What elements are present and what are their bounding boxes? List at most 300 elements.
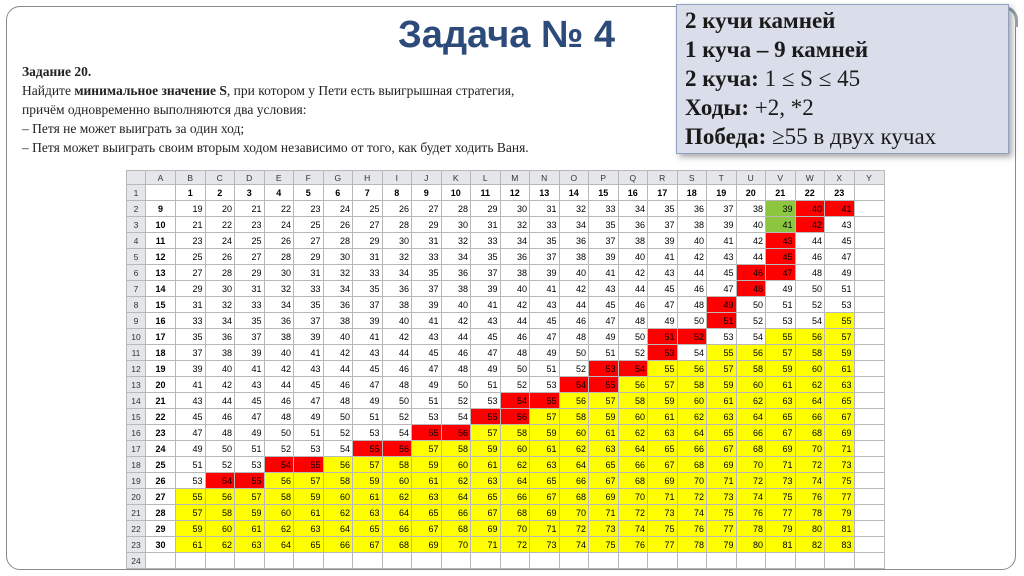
cell-value[interactable]: 75 — [707, 505, 737, 521]
cell-value[interactable]: 69 — [648, 473, 678, 489]
cell-value[interactable]: 61 — [294, 505, 324, 521]
cell-value[interactable]: 33 — [589, 201, 619, 217]
cell-move-number[interactable]: 21 — [766, 185, 796, 201]
column-header-w[interactable]: W — [795, 171, 825, 185]
cell-value[interactable]: 40 — [677, 233, 707, 249]
cell-value[interactable]: 43 — [471, 313, 501, 329]
cell-value[interactable]: 62 — [264, 521, 294, 537]
cell-value[interactable]: 61 — [471, 457, 501, 473]
cell-value[interactable]: 37 — [294, 313, 324, 329]
cell[interactable] — [854, 201, 884, 217]
cell-value[interactable]: 59 — [353, 473, 383, 489]
cell-value[interactable]: 43 — [294, 361, 324, 377]
cell-value[interactable]: 76 — [618, 537, 648, 553]
cell-value[interactable]: 74 — [559, 537, 589, 553]
cell-value[interactable]: 53 — [707, 329, 737, 345]
cell-value[interactable]: 52 — [795, 297, 825, 313]
cell-value[interactable]: 41 — [648, 249, 678, 265]
cell-value[interactable]: 63 — [589, 441, 619, 457]
cell[interactable] — [294, 553, 324, 569]
cell-s-value[interactable]: 10 — [146, 217, 176, 233]
select-all-corner[interactable] — [127, 171, 146, 185]
cell-value[interactable]: 64 — [441, 489, 471, 505]
cell-value[interactable]: 40 — [264, 345, 294, 361]
cell-value[interactable]: 58 — [795, 345, 825, 361]
cell-value[interactable]: 61 — [766, 377, 796, 393]
column-header-c[interactable]: C — [205, 171, 235, 185]
cell-s-value[interactable]: 16 — [146, 313, 176, 329]
cell[interactable] — [176, 553, 206, 569]
cell-value[interactable]: 74 — [618, 521, 648, 537]
cell-value[interactable]: 66 — [441, 505, 471, 521]
cell-value[interactable]: 39 — [294, 329, 324, 345]
column-header-d[interactable]: D — [235, 171, 265, 185]
cell[interactable] — [205, 553, 235, 569]
cell-value[interactable]: 51 — [235, 441, 265, 457]
cell-value[interactable]: 33 — [471, 233, 501, 249]
cell-value[interactable]: 69 — [825, 425, 855, 441]
cell-s-value[interactable]: 20 — [146, 377, 176, 393]
cell-value[interactable]: 76 — [795, 489, 825, 505]
cell-value[interactable]: 41 — [294, 345, 324, 361]
cell-value[interactable]: 43 — [707, 249, 737, 265]
cell-value[interactable]: 34 — [618, 201, 648, 217]
cell-value[interactable]: 45 — [353, 361, 383, 377]
cell-value[interactable]: 61 — [353, 489, 383, 505]
cell-move-number[interactable]: 13 — [530, 185, 560, 201]
cell-value[interactable]: 76 — [736, 505, 766, 521]
cell-value[interactable]: 40 — [441, 297, 471, 313]
cell-value[interactable]: 64 — [618, 441, 648, 457]
cell[interactable] — [854, 425, 884, 441]
cell-value[interactable]: 54 — [559, 377, 589, 393]
cell-value[interactable]: 53 — [176, 473, 206, 489]
cell-value[interactable]: 32 — [559, 201, 589, 217]
cell-value[interactable]: 66 — [559, 473, 589, 489]
cell-value[interactable]: 45 — [766, 249, 796, 265]
cell-value[interactable]: 64 — [795, 393, 825, 409]
cell-value[interactable]: 72 — [736, 473, 766, 489]
cell-move-number[interactable]: 7 — [353, 185, 383, 201]
cell-value[interactable]: 44 — [736, 249, 766, 265]
cell-value[interactable]: 70 — [500, 521, 530, 537]
cell-value[interactable]: 41 — [235, 361, 265, 377]
cell-value[interactable]: 75 — [648, 521, 678, 537]
cell-value[interactable]: 42 — [441, 313, 471, 329]
cell[interactable] — [854, 441, 884, 457]
cell-value[interactable]: 22 — [264, 201, 294, 217]
cell-value[interactable]: 28 — [323, 233, 353, 249]
cell-s-value[interactable]: 19 — [146, 361, 176, 377]
cell-value[interactable]: 41 — [589, 265, 619, 281]
cell[interactable] — [854, 489, 884, 505]
column-header-n[interactable]: N — [530, 171, 560, 185]
cell-value[interactable]: 56 — [382, 441, 412, 457]
cell-value[interactable]: 50 — [559, 345, 589, 361]
column-header-h[interactable]: H — [353, 171, 383, 185]
cell-value[interactable]: 29 — [412, 217, 442, 233]
cell-value[interactable]: 65 — [412, 505, 442, 521]
cell-value[interactable]: 59 — [235, 505, 265, 521]
cell-value[interactable]: 52 — [618, 345, 648, 361]
cell-value[interactable]: 34 — [382, 265, 412, 281]
cell-value[interactable]: 67 — [353, 537, 383, 553]
cell-value[interactable]: 41 — [176, 377, 206, 393]
cell-value[interactable]: 59 — [825, 345, 855, 361]
cell-value[interactable]: 54 — [205, 473, 235, 489]
cell-value[interactable]: 63 — [294, 521, 324, 537]
cell-value[interactable]: 39 — [766, 201, 796, 217]
cell-value[interactable]: 26 — [382, 201, 412, 217]
cell[interactable] — [854, 345, 884, 361]
cell-value[interactable]: 63 — [530, 457, 560, 473]
cell-value[interactable]: 34 — [500, 233, 530, 249]
cell-value[interactable]: 39 — [412, 297, 442, 313]
cell-value[interactable]: 42 — [618, 265, 648, 281]
cell-value[interactable]: 30 — [205, 281, 235, 297]
cell-value[interactable]: 67 — [648, 457, 678, 473]
cell-value[interactable]: 79 — [766, 521, 796, 537]
cell-value[interactable]: 45 — [648, 281, 678, 297]
cell-value[interactable]: 56 — [441, 425, 471, 441]
cell-value[interactable]: 67 — [589, 473, 619, 489]
cell-value[interactable]: 40 — [500, 281, 530, 297]
cell-value[interactable]: 48 — [677, 297, 707, 313]
cell-value[interactable]: 67 — [471, 505, 501, 521]
cell-value[interactable]: 38 — [559, 249, 589, 265]
cell-move-number[interactable]: 17 — [648, 185, 678, 201]
cell-value[interactable]: 25 — [294, 217, 324, 233]
cell-value[interactable]: 23 — [235, 217, 265, 233]
cell-value[interactable]: 44 — [441, 329, 471, 345]
cell-value[interactable]: 38 — [264, 329, 294, 345]
cell-value[interactable]: 35 — [235, 313, 265, 329]
cell-value[interactable]: 59 — [471, 441, 501, 457]
cell-value[interactable]: 60 — [618, 409, 648, 425]
cell-value[interactable]: 51 — [707, 313, 737, 329]
cell-value[interactable]: 47 — [707, 281, 737, 297]
cell-value[interactable]: 53 — [648, 345, 678, 361]
cell-value[interactable]: 71 — [707, 473, 737, 489]
cell-value[interactable]: 29 — [176, 281, 206, 297]
cell-value[interactable]: 31 — [294, 265, 324, 281]
cell-value[interactable]: 40 — [618, 249, 648, 265]
cell-value[interactable]: 59 — [530, 425, 560, 441]
cell-value[interactable]: 61 — [825, 361, 855, 377]
cell[interactable] — [854, 329, 884, 345]
cell-value[interactable]: 74 — [677, 505, 707, 521]
cell-value[interactable]: 82 — [795, 537, 825, 553]
cell-value[interactable]: 53 — [766, 313, 796, 329]
cell[interactable] — [854, 537, 884, 553]
cell-value[interactable]: 34 — [559, 217, 589, 233]
cell-value[interactable]: 50 — [795, 281, 825, 297]
cell-value[interactable]: 54 — [736, 329, 766, 345]
cell-value[interactable]: 56 — [559, 393, 589, 409]
cell-value[interactable]: 36 — [618, 217, 648, 233]
cell-value[interactable]: 66 — [618, 457, 648, 473]
cell-value[interactable]: 54 — [500, 393, 530, 409]
cell-value[interactable]: 71 — [530, 521, 560, 537]
cell[interactable] — [854, 457, 884, 473]
cell-value[interactable]: 64 — [559, 457, 589, 473]
cell-value[interactable]: 45 — [294, 377, 324, 393]
cell-value[interactable]: 48 — [441, 361, 471, 377]
cell-value[interactable]: 49 — [530, 345, 560, 361]
cell-value[interactable]: 76 — [677, 521, 707, 537]
cell-value[interactable]: 61 — [235, 521, 265, 537]
cell-value[interactable]: 49 — [707, 297, 737, 313]
cell-value[interactable]: 68 — [500, 505, 530, 521]
cell-value[interactable]: 55 — [353, 441, 383, 457]
cell-value[interactable]: 31 — [471, 217, 501, 233]
cell-value[interactable]: 66 — [500, 489, 530, 505]
cell-value[interactable]: 50 — [441, 377, 471, 393]
row-header[interactable]: 20 — [127, 489, 146, 505]
cell-value[interactable]: 48 — [618, 313, 648, 329]
cell-value[interactable]: 30 — [441, 217, 471, 233]
cell-value[interactable]: 33 — [353, 265, 383, 281]
row-header[interactable]: 18 — [127, 457, 146, 473]
cell-value[interactable]: 52 — [323, 425, 353, 441]
cell-value[interactable]: 65 — [648, 441, 678, 457]
cell-value[interactable]: 26 — [264, 233, 294, 249]
cell-value[interactable]: 48 — [323, 393, 353, 409]
cell-value[interactable]: 50 — [677, 313, 707, 329]
cell-value[interactable]: 67 — [530, 489, 560, 505]
cell-value[interactable]: 60 — [677, 393, 707, 409]
cell-value[interactable]: 56 — [618, 377, 648, 393]
cell[interactable] — [707, 553, 737, 569]
cell[interactable] — [530, 553, 560, 569]
cell-value[interactable]: 59 — [648, 393, 678, 409]
cell-value[interactable]: 69 — [412, 537, 442, 553]
cell-value[interactable]: 20 — [205, 201, 235, 217]
cell-value[interactable]: 33 — [294, 281, 324, 297]
cell-value[interactable]: 25 — [176, 249, 206, 265]
cell-value[interactable]: 60 — [795, 361, 825, 377]
column-header-q[interactable]: Q — [618, 171, 648, 185]
cell-value[interactable]: 51 — [589, 345, 619, 361]
cell-value[interactable]: 58 — [382, 457, 412, 473]
cell-value[interactable]: 72 — [677, 489, 707, 505]
cell-value[interactable]: 42 — [323, 345, 353, 361]
cell-value[interactable]: 51 — [176, 457, 206, 473]
cell-value[interactable]: 51 — [530, 361, 560, 377]
cell-move-number[interactable]: 1 — [176, 185, 206, 201]
cell-value[interactable]: 56 — [264, 473, 294, 489]
column-header-u[interactable]: U — [736, 171, 766, 185]
cell[interactable] — [146, 553, 176, 569]
cell-value[interactable]: 44 — [205, 393, 235, 409]
cell[interactable] — [854, 409, 884, 425]
cell-value[interactable]: 54 — [795, 313, 825, 329]
cell-value[interactable]: 32 — [382, 249, 412, 265]
cell-value[interactable]: 65 — [589, 457, 619, 473]
cell-value[interactable]: 48 — [382, 377, 412, 393]
cell-value[interactable]: 65 — [530, 473, 560, 489]
cell-value[interactable]: 57 — [176, 505, 206, 521]
cell-value[interactable]: 40 — [736, 217, 766, 233]
cell-value[interactable]: 68 — [736, 441, 766, 457]
cell-value[interactable]: 36 — [500, 249, 530, 265]
cell-value[interactable]: 44 — [795, 233, 825, 249]
cell-value[interactable]: 42 — [264, 361, 294, 377]
column-header-e[interactable]: E — [264, 171, 294, 185]
cell-value[interactable]: 46 — [795, 249, 825, 265]
column-header-b[interactable]: B — [176, 171, 206, 185]
cell-value[interactable]: 34 — [323, 281, 353, 297]
cell-s-value[interactable]: 11 — [146, 233, 176, 249]
cell-value[interactable]: 50 — [382, 393, 412, 409]
cell-s-value[interactable]: 27 — [146, 489, 176, 505]
cell-value[interactable]: 73 — [530, 537, 560, 553]
cell-s-value[interactable]: 15 — [146, 297, 176, 313]
cell-value[interactable]: 44 — [677, 265, 707, 281]
cell-value[interactable]: 37 — [353, 297, 383, 313]
cell-value[interactable]: 55 — [530, 393, 560, 409]
cell-value[interactable]: 57 — [353, 457, 383, 473]
row-header[interactable]: 11 — [127, 345, 146, 361]
cell-value[interactable]: 43 — [648, 265, 678, 281]
cell-value[interactable]: 72 — [618, 505, 648, 521]
cell-value[interactable]: 50 — [618, 329, 648, 345]
cell-value[interactable]: 65 — [294, 537, 324, 553]
cell-value[interactable]: 71 — [648, 489, 678, 505]
cell-value[interactable]: 73 — [825, 457, 855, 473]
cell-value[interactable]: 28 — [382, 217, 412, 233]
cell-value[interactable]: 44 — [618, 281, 648, 297]
cell-value[interactable]: 56 — [736, 345, 766, 361]
cell-value[interactable]: 73 — [648, 505, 678, 521]
cell-value[interactable]: 56 — [323, 457, 353, 473]
row-header[interactable]: 7 — [127, 281, 146, 297]
cell[interactable] — [854, 361, 884, 377]
cell-value[interactable]: 64 — [677, 425, 707, 441]
cell-value[interactable]: 66 — [736, 425, 766, 441]
cell-value[interactable]: 36 — [205, 329, 235, 345]
row-header[interactable]: 14 — [127, 393, 146, 409]
cell-value[interactable]: 46 — [441, 345, 471, 361]
cell-value[interactable]: 80 — [736, 537, 766, 553]
cell[interactable] — [795, 553, 825, 569]
cell[interactable] — [264, 553, 294, 569]
cell-value[interactable]: 22 — [205, 217, 235, 233]
cell[interactable] — [323, 553, 353, 569]
cell-value[interactable]: 55 — [471, 409, 501, 425]
cell-value[interactable]: 59 — [707, 377, 737, 393]
cell-value[interactable]: 46 — [323, 377, 353, 393]
cell-value[interactable]: 59 — [589, 409, 619, 425]
cell-value[interactable]: 58 — [677, 377, 707, 393]
cell-value[interactable]: 61 — [176, 537, 206, 553]
column-header-t[interactable]: T — [707, 171, 737, 185]
cell-value[interactable]: 30 — [500, 201, 530, 217]
cell-value[interactable]: 26 — [205, 249, 235, 265]
cell-value[interactable]: 45 — [235, 393, 265, 409]
cell-value[interactable]: 35 — [176, 329, 206, 345]
cell-value[interactable]: 39 — [707, 217, 737, 233]
cell-value[interactable]: 44 — [559, 297, 589, 313]
cell-value[interactable]: 52 — [382, 409, 412, 425]
cell-value[interactable]: 53 — [530, 377, 560, 393]
cell-move-number[interactable]: 8 — [382, 185, 412, 201]
cell-value[interactable]: 58 — [264, 489, 294, 505]
cell-value[interactable]: 38 — [323, 313, 353, 329]
cell[interactable] — [677, 553, 707, 569]
cell-value[interactable]: 28 — [264, 249, 294, 265]
cell-value[interactable]: 42 — [382, 329, 412, 345]
cell-value[interactable]: 50 — [736, 297, 766, 313]
cell-value[interactable]: 36 — [559, 233, 589, 249]
row-header[interactable]: 8 — [127, 297, 146, 313]
cell-value[interactable]: 33 — [235, 297, 265, 313]
cell-value[interactable]: 72 — [559, 521, 589, 537]
cell-move-number[interactable]: 6 — [323, 185, 353, 201]
row-header[interactable]: 3 — [127, 217, 146, 233]
cell-value[interactable]: 57 — [235, 489, 265, 505]
cell-value[interactable]: 68 — [559, 489, 589, 505]
cell-value[interactable]: 51 — [471, 377, 501, 393]
cell-s-value[interactable]: 14 — [146, 281, 176, 297]
cell-value[interactable]: 57 — [648, 377, 678, 393]
cell-value[interactable]: 47 — [471, 345, 501, 361]
cell-value[interactable]: 52 — [264, 441, 294, 457]
cell-value[interactable]: 41 — [766, 217, 796, 233]
cell-value[interactable]: 65 — [353, 521, 383, 537]
cell-value[interactable]: 52 — [500, 377, 530, 393]
cell-value[interactable]: 60 — [323, 489, 353, 505]
cell-move-number[interactable]: 10 — [441, 185, 471, 201]
cell-value[interactable]: 55 — [707, 345, 737, 361]
cell-value[interactable]: 70 — [677, 473, 707, 489]
cell-value[interactable]: 63 — [471, 473, 501, 489]
cell-value[interactable]: 42 — [736, 233, 766, 249]
cell-s-value[interactable]: 29 — [146, 521, 176, 537]
cell-value[interactable]: 37 — [530, 249, 560, 265]
cell-value[interactable]: 44 — [382, 345, 412, 361]
cell[interactable] — [618, 553, 648, 569]
cell-value[interactable]: 45 — [707, 265, 737, 281]
cell-value[interactable]: 43 — [235, 377, 265, 393]
cell-value[interactable]: 46 — [736, 265, 766, 281]
cell-value[interactable]: 75 — [589, 537, 619, 553]
cell-value[interactable]: 50 — [323, 409, 353, 425]
cell-value[interactable]: 43 — [530, 297, 560, 313]
cell-value[interactable]: 46 — [559, 313, 589, 329]
cell-value[interactable]: 46 — [677, 281, 707, 297]
column-header-x[interactable]: X — [825, 171, 855, 185]
cell-value[interactable]: 39 — [471, 281, 501, 297]
cell[interactable] — [854, 505, 884, 521]
cell-value[interactable]: 38 — [205, 345, 235, 361]
cell-value[interactable]: 69 — [530, 505, 560, 521]
cell-s-value[interactable]: 22 — [146, 409, 176, 425]
row-header[interactable]: 6 — [127, 265, 146, 281]
cell[interactable] — [559, 553, 589, 569]
cell-value[interactable]: 61 — [412, 473, 442, 489]
cell-value[interactable]: 53 — [294, 441, 324, 457]
cell-value[interactable]: 47 — [353, 377, 383, 393]
cell-value[interactable]: 63 — [353, 505, 383, 521]
cell-move-number[interactable]: 2 — [205, 185, 235, 201]
cell-value[interactable]: 78 — [795, 505, 825, 521]
cell-value[interactable]: 39 — [235, 345, 265, 361]
cell-value[interactable]: 58 — [736, 361, 766, 377]
cell-s-value[interactable]: 28 — [146, 505, 176, 521]
cell-value[interactable]: 57 — [471, 425, 501, 441]
cell-move-number[interactable]: 15 — [589, 185, 619, 201]
